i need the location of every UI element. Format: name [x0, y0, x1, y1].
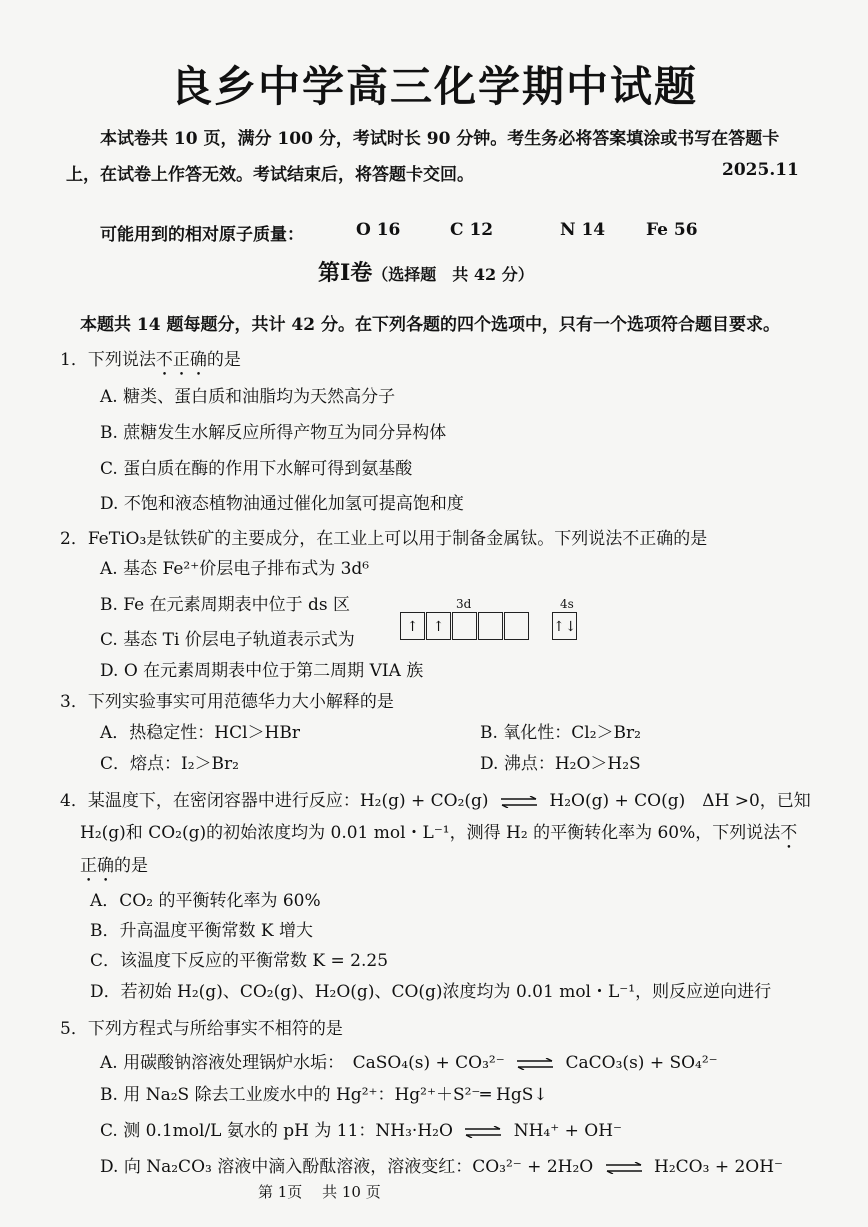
q2-option-d: D. O 在元素周期表中位于第二周期 VIA 族: [100, 661, 424, 681]
atomic-mass-n: N 14: [560, 220, 606, 240]
q1-option-d: D. 不饱和液态植物油通过催化加氢可提高饱和度: [100, 494, 464, 514]
q5-option-a-left: A. 用碳酸钠溶液处理锅炉水垢： CaSO₄(s) + CO₃²⁻: [100, 1053, 505, 1073]
q4-option-a: A．CO₂ 的平衡转化率为 60%: [90, 891, 321, 911]
equilibrium-arrow-icon: [500, 796, 538, 808]
q1-option-a: A. 糖类、蛋白质和油脂均为天然高分子: [100, 387, 396, 407]
orbital-4s-label: 4s: [560, 597, 574, 611]
q1-stem-suffix: 的是: [206, 350, 241, 370]
q4-line1-products: H₂O(g) + CO(g) ΔH >0，已知: [549, 791, 811, 811]
q2-option-b: B. Fe 在元素周期表中位于 ds 区: [100, 595, 351, 615]
q4-line1-reactants: 4．某温度下，在密闭容器中进行反应：H₂(g) + CO₂(g): [60, 791, 489, 811]
q4-line3: [80, 851, 148, 886]
q5-option-d: [100, 1152, 783, 1177]
atomic-mass-fe: Fe 56: [646, 220, 698, 240]
equilibrium-arrow-icon: [516, 1058, 554, 1070]
exam-date: 2025.11: [722, 160, 799, 180]
q5-option-b: B. 用 Na₂S 除去工业废水中的 Hg²⁺：Hg²⁺＋S²⁻═ HgS↓: [100, 1085, 548, 1105]
q3-option-c: C．熔点：I₂＞Br₂: [100, 754, 239, 774]
orbital-3d-box-4: [478, 612, 503, 640]
section-header: [318, 256, 534, 287]
section-subtitle: （选择题 共 42 分）: [372, 265, 534, 284]
page-title: 良乡中学高三化学期中试题: [169, 62, 698, 111]
orbital-3d-box-3: [452, 612, 477, 640]
q3-stem: 3．下列实验事实可用范德华力大小解释的是: [60, 692, 394, 712]
q5-stem: 5．下列方程式与所给事实不相符的是: [60, 1019, 343, 1039]
q1-stem-prefix: 1．下列说法: [60, 350, 156, 370]
orbital-3d-label: 3d: [456, 597, 472, 611]
q5-option-c-right: NH₄⁺ + OH⁻: [513, 1121, 623, 1141]
q4-option-c: C．该温度下反应的平衡常数 K = 2.25: [90, 951, 389, 971]
orbital-3d-box-2: ↑: [426, 612, 451, 640]
q4-line2: [80, 818, 797, 853]
q5-option-c-left: C. 测 0.1mol/L 氨水的 pH 为 11：NH₃·H₂O: [100, 1121, 453, 1141]
orbital-4s-box-1: ↑↓: [552, 612, 577, 640]
q1-stem-emphasis: 不正确: [155, 350, 207, 370]
equilibrium-arrow-icon: [605, 1162, 643, 1174]
q4-line2-text: H₂(g)和 CO₂(g)的初始浓度均为 0.01 mol・L⁻¹，测得 H₂ 的平衡转化率为 60%，下列说法: [80, 823, 781, 843]
q2-option-c: C. 基态 Ti 价层电子轨道表示式为: [100, 630, 355, 650]
q5-option-d-right: H₂CO₃ + 2OH⁻: [654, 1157, 784, 1177]
q1-option-b: B. 蔗糖发生水解反应所得产物互为同分异构体: [100, 423, 447, 443]
equilibrium-arrow-icon: [464, 1126, 502, 1138]
instructions-line2: 上，在试卷上作答无效。考试结束后，将答题卡交回。: [66, 165, 474, 185]
q4-option-d: D．若初始 H₂(g)、CO₂(g)、H₂O(g)、CO(g)浓度均为 0.01 mol・L⁻¹，则反应逆向进行: [90, 982, 772, 1002]
q1-option-c: C. 蛋白质在酶的作用下水解可得到氨基酸: [100, 459, 413, 479]
q5-option-d-left: D. 向 Na₂CO₃ 溶液中滴入酚酞溶液，溶液变红：CO₃²⁻ + 2H₂O: [100, 1157, 594, 1177]
q4-line1: [60, 786, 811, 811]
q1-stem: [60, 345, 241, 380]
q4-line2-emphasis: 不: [780, 823, 798, 843]
q5-option-a-right: CaCO₃(s) + SO₄²⁻: [565, 1053, 718, 1073]
page-footer: 第 1页 共 10 页: [258, 1183, 381, 1201]
atomic-mass-c: C 12: [450, 220, 494, 240]
q3-option-a: A．热稳定性：HCl＞HBr: [100, 723, 300, 743]
q4-line3-emphasis: 正确: [80, 856, 114, 876]
instructions-line1: 本试卷共 10 页，满分 100 分，考试时长 90 分钟。考生务必将答案填涂或书写在答题卡: [100, 129, 780, 149]
q3-option-d: D. 沸点：H₂O＞H₂S: [480, 754, 641, 774]
q5-option-a: [100, 1048, 718, 1073]
atomic-mass-o: O 16: [356, 220, 401, 240]
section-instruction: 本题共 14 题每题分，共计 42 分。在下列各题的四个选项中，只有一个选项符合题目要求。: [80, 315, 780, 335]
q2-stem: 2．FeTiO₃是钛铁矿的主要成分，在工业上可以用于制备金属钛。下列说法不正确的是: [60, 529, 708, 549]
q2-option-a: A. 基态 Fe²⁺价层电子排布式为 3d⁶: [100, 559, 370, 579]
section-title: 第Ⅰ卷: [318, 260, 373, 286]
atomic-mass-label: 可能用到的相对原子质量：: [100, 225, 304, 245]
q4-option-b: B．升高温度平衡常数 K 增大: [90, 921, 313, 941]
q5-option-c: [100, 1116, 622, 1141]
q3-option-b: B. 氧化性：Cl₂＞Br₂: [480, 723, 641, 743]
orbital-3d-box-5: [504, 612, 529, 640]
q4-line3-suffix: 的是: [114, 856, 148, 876]
orbital-3d-box-1: ↑: [400, 612, 425, 640]
